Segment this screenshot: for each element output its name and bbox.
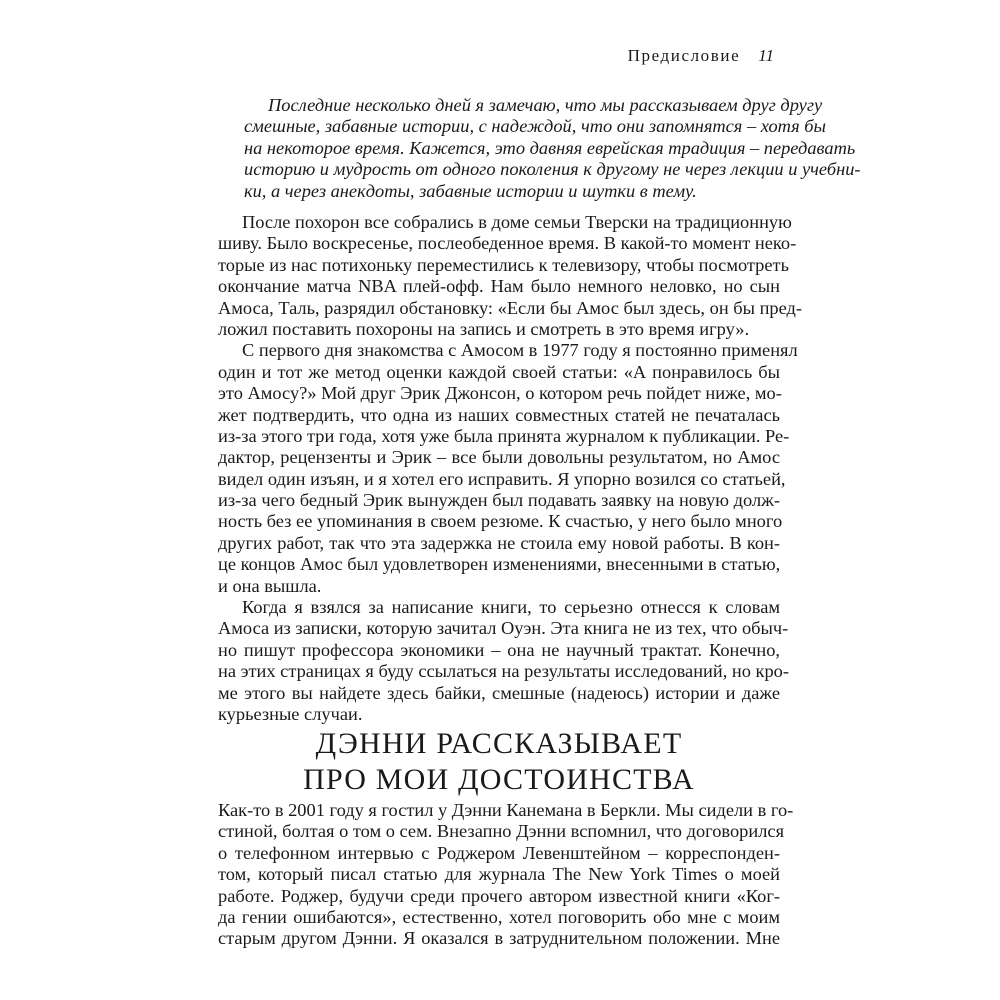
text-line: стиной, болтая о том о сем. Внезапно Дэнни вспомнил, что договорился (218, 821, 785, 842)
page-number: 11 (758, 46, 774, 65)
text-line: из-за этого три года, хотя уже была принята журналом к публикации. Ре- (218, 425, 790, 446)
text-line: но пишут профессора экономики – она не научный трактат. Конечно, (218, 639, 780, 660)
body-text-section-2 (218, 800, 794, 950)
running-head-title: Предисловие (627, 46, 741, 65)
section-heading-line: ПРО МОИ ДОСТОИНСТВА (303, 763, 695, 796)
text-line: шиву. Было воскресенье, послеобеденное время. В какой-то момент неко- (218, 233, 797, 254)
text-line: С первого дня знакомства с Амосом в 1977 году я постоянно применял (242, 340, 798, 361)
section-heading (218, 726, 780, 798)
epigraph-line: историю и мудрость от одного поколения к другому не через лекции и учебни- (244, 159, 861, 180)
text-line: старым другом Дэнни. Я оказался в затруднительном положении. Мне (218, 928, 780, 949)
text-line: ность без ее упоминания в своем резюме. К счастью, у него было много (218, 511, 783, 532)
text-line: Как-то в 2001 году я гостил у Дэнни Канемана в Беркли. Мы сидели в го- (218, 800, 794, 820)
text-line: После похорон все собрались в доме семьи Тверски на традиционную (242, 212, 792, 232)
text-line: ложил поставить похороны на запись и смотреть в это время игру». (218, 318, 750, 339)
text-line: работе. Роджер, будучи среди прочего автором известной книги «Ког- (218, 885, 780, 906)
text-line: из-за чего бедный Эрик вынужден был подавать заявку на новую долж- (218, 490, 780, 511)
epigraph (244, 95, 861, 202)
text-line: и она вышла. (218, 575, 322, 596)
text-line: том, который писал статью для журнала The New York Times о моей (218, 864, 780, 885)
text-line: да гении ошибаются», естественно, хотел поговорить обо мне с моим (218, 906, 780, 927)
text-line: видел один изъян, и я хотел его исправить. Я упорно возился со статьей, (218, 468, 786, 489)
epigraph-line: на некоторое время. Кажется, это давняя еврейская традиция – передавать (244, 137, 856, 158)
text-line: курьезные случаи. (218, 703, 363, 724)
body-text-section-1 (218, 212, 803, 725)
text-line: торые из нас потихоньку переместились к телевизору, чтобы посмотреть (218, 254, 789, 275)
text-line: Амоса, Таль, разрядил обстановку: «Если бы Амос был здесь, он бы пред- (218, 297, 803, 318)
epigraph-line: смешные, забавные истории, с надеждой, что они запомнятся – хотя бы (244, 116, 827, 137)
text-line: окончание матча NBA плей-офф. Нам было немного неловко, но сын (218, 276, 780, 297)
text-line: Когда я взялся за написание книги, то серьезно отнесся к словам (242, 597, 780, 618)
text-line: один и тот же метод оценки каждой своей статьи: «А понравилось бы (218, 361, 780, 382)
text-line: это Амосу?» Мой друг Эрик Джонсон, о котором речь пойдет ниже, мо- (218, 383, 782, 404)
epigraph-line: Последние несколько дней я замечаю, что мы рассказываем друг другу (268, 95, 823, 115)
text-line: це концов Амос был удовлетворен изменениями, внесенными в статью, (218, 554, 781, 575)
running-head (628, 46, 774, 66)
text-line: о телефонном интервью с Роджером Левенштейном – корреспонден- (218, 842, 780, 863)
section-heading-line: ДЭННИ РАССКАЗЫВАЕТ (315, 727, 683, 760)
text-line: дактор, рецензенты и Эрик – все были довольны результатом, но Амос (218, 447, 780, 468)
text-line: на этих страницах я буду ссылаться на результаты исследований, но кро- (218, 661, 789, 682)
text-line: жет подтвердить, что одна из наших совместных статей не печаталась (218, 404, 780, 425)
text-line: ме этого вы найдете здесь байки, смешные (надеюсь) истории и даже (218, 682, 780, 703)
text-line: других работ, так что эта задержка не стоила ему новой работы. В кон- (218, 532, 780, 553)
text-line: Амоса из записки, которую зачитал Оуэн. Эта книга не из тех, что обыч- (218, 618, 789, 639)
epigraph-line: ки, а через анекдоты, забавные истории и шутки в тему. (244, 180, 697, 201)
